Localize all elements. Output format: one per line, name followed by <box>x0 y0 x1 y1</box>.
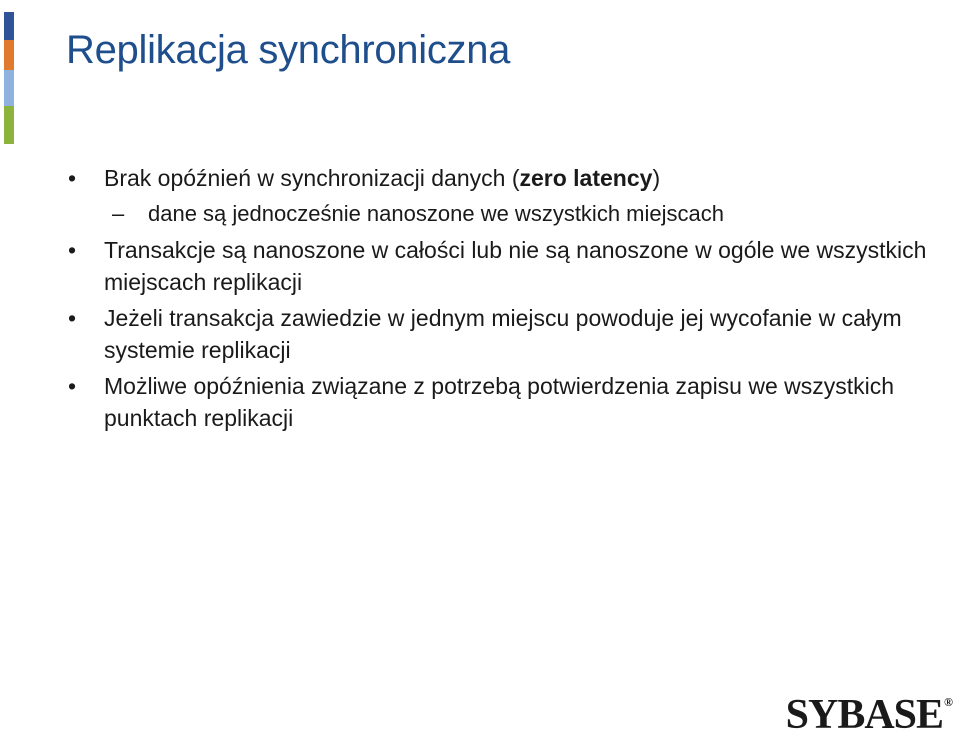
bullet-list <box>0 162 960 438</box>
accent-bar-blue <box>4 12 14 40</box>
bullet-text: ) <box>652 165 661 191</box>
bullet-text: dane są jednocześnie nanoszone we wszystkich miejscach <box>148 201 724 226</box>
sybase-logo <box>786 691 952 739</box>
sub-bullet-item <box>0 198 928 230</box>
bullet-item <box>0 234 934 298</box>
accent-bar-orange <box>4 40 14 70</box>
accent-bar-lightblue <box>4 70 14 106</box>
dash-marker: – <box>112 201 125 226</box>
slide-title: Replikacja synchroniczna <box>66 28 511 72</box>
bullet-text: Transakcje są nanoszone w całości lub nie są nanoszone w ogóle we wszystkich miejscach replikacji <box>104 237 927 295</box>
bullet-marker: • <box>68 373 77 399</box>
bullet-item <box>0 370 934 434</box>
bullet-text: zero latency <box>519 165 653 191</box>
accent-bar-green <box>4 106 14 144</box>
bullet-marker: • <box>68 305 77 331</box>
bullet-text: Jeżeli transakcja zawiedzie w jednym miejscu powoduje jej wycofanie w całym systemie replikacji <box>104 305 902 363</box>
bullet-marker: • <box>68 165 77 191</box>
bullet-text: Brak opóźnień w synchronizacji danych ( <box>104 165 520 191</box>
bullet-item <box>0 162 934 194</box>
bullet-item <box>0 302 934 366</box>
logo-text: SYBASE <box>785 692 944 738</box>
bullet-text: Możliwe opóźnienia związane z potrzebą potwierdzenia zapisu we wszystkich punktach replikacji <box>104 373 895 431</box>
bullet-marker: • <box>68 237 77 263</box>
registered-mark: ® <box>944 695 952 709</box>
